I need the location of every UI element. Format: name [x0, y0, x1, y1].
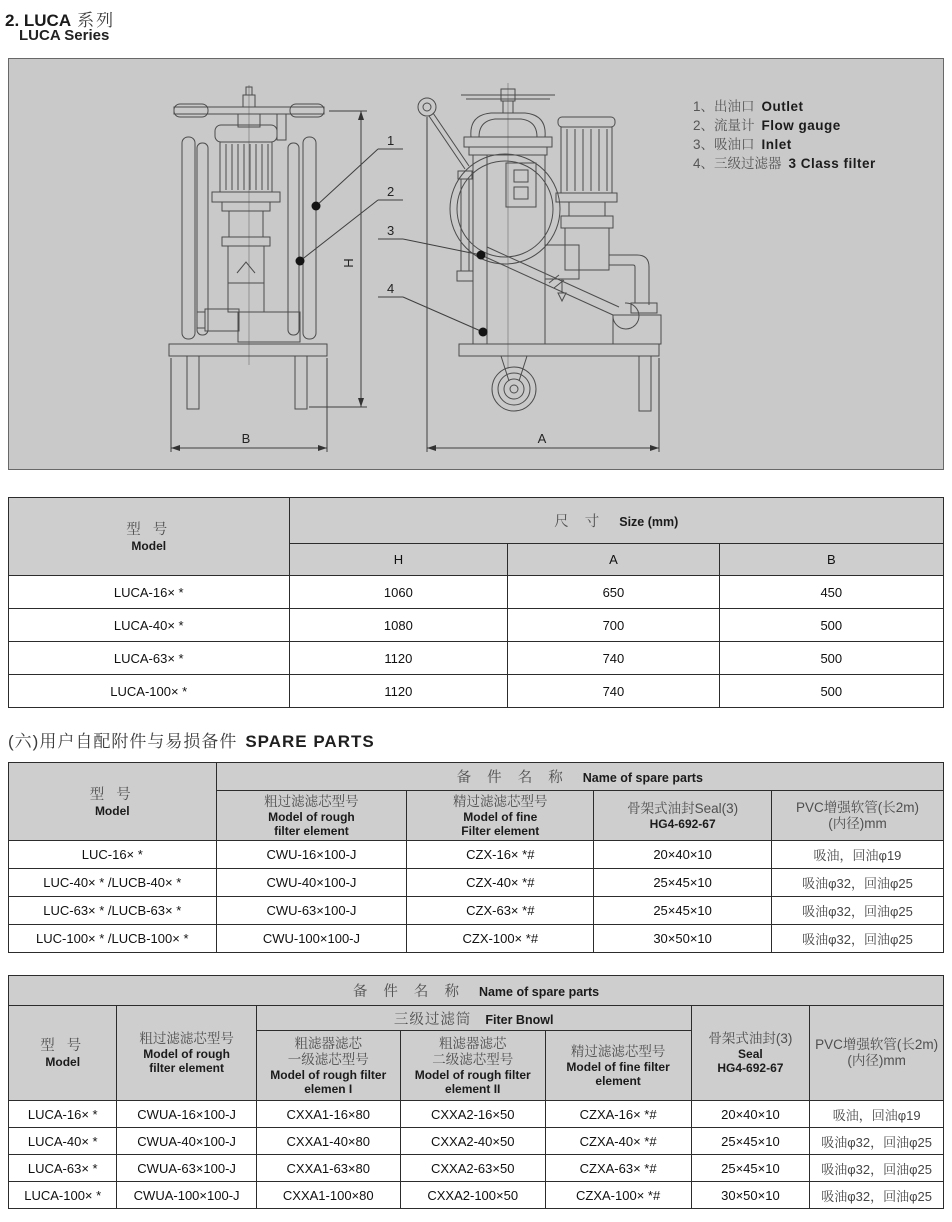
spare2-element1-header: 粗滤器滤芯 一级滤芯型号 Model of rough filter elemen I [256, 1031, 400, 1101]
spare1-model-header: 型 号 Model [9, 763, 217, 841]
page-title-zh: 系列 [77, 11, 116, 30]
table-cell: 吸油φ32，回油φ25 [810, 1155, 944, 1182]
table-cell: CZXA-16× *# [545, 1101, 691, 1128]
spare-parts-heading: (六)用户自配附件与易损备件 SPARE PARTS [8, 732, 375, 751]
table-cell: 1120 [289, 675, 508, 708]
table-cell: CXXA2-100×50 [400, 1182, 545, 1209]
page-title-number: 2. LUCA [5, 11, 72, 30]
table-row [9, 925, 944, 953]
table-cell: LUC-63× * /LUCB-63× * [9, 897, 217, 925]
table-cell: 1120 [289, 642, 508, 675]
spare2-element2-header: 粗滤器滤芯 二级滤芯型号 Model of rough filter element II [400, 1031, 545, 1101]
legend-item-3-class-filter: 4、三级过滤器 3 Class filter [693, 156, 876, 171]
table-cell: 500 [719, 609, 943, 642]
figure-legend [693, 97, 876, 173]
spare1-rough-header: 粗过滤滤芯型号 Model of rough filter element [216, 791, 407, 841]
table-cell: LUCA-63× * [9, 642, 290, 675]
size-table [8, 497, 944, 708]
size-table-col-a: A [508, 544, 719, 576]
table-cell: 30×50×10 [594, 925, 772, 953]
spare-table-luca [8, 975, 944, 1209]
table-cell: 25×45×10 [594, 869, 772, 897]
table-cell: 450 [719, 576, 943, 609]
table-cell: 20×40×10 [691, 1101, 810, 1128]
table-cell: 吸油φ32，回油φ25 [771, 925, 943, 953]
table-cell: 吸油，回油φ19 [771, 841, 943, 869]
table-row [9, 897, 944, 925]
technical-drawing-panel [8, 58, 944, 470]
table-cell: CXXA1-16×80 [256, 1101, 400, 1128]
page-subtitle: LUCA Series [19, 27, 110, 44]
table-row [9, 1101, 944, 1128]
table-cell: 25×45×10 [594, 897, 772, 925]
spare-table-luc [8, 762, 944, 953]
table-cell: CZXA-40× *# [545, 1128, 691, 1155]
table-cell: LUC-100× * /LUCB-100× * [9, 925, 217, 953]
table-cell: 吸油φ32，回油φ25 [771, 869, 943, 897]
table-cell: 740 [508, 675, 719, 708]
legend-item-inlet: 3、吸油口 Inlet [693, 137, 792, 152]
side-view-drawing [418, 83, 661, 411]
table-cell: LUCA-100× * [9, 1182, 117, 1209]
table-cell: 500 [719, 642, 943, 675]
table-cell: CZXA-100× *# [545, 1182, 691, 1209]
table-cell: 30×50×10 [691, 1182, 810, 1209]
svg-text:3: 3 [387, 223, 395, 238]
table-cell: CZX-100× *# [407, 925, 594, 953]
table-row [9, 1155, 944, 1182]
table-row [9, 869, 944, 897]
table-row [9, 576, 944, 609]
table-cell: CZXA-63× *# [545, 1155, 691, 1182]
spare1-seal-header: 骨架式油封Seal(3) HG4-692-67 [594, 791, 772, 841]
table-cell: CXXA2-40×50 [400, 1128, 545, 1155]
table-cell: CXXA2-63×50 [400, 1155, 545, 1182]
table-cell: CWU-40×100-J [216, 869, 407, 897]
table-cell: LUCA-16× * [9, 1101, 117, 1128]
table-row [9, 642, 944, 675]
table-cell: 500 [719, 675, 943, 708]
table-cell: CXXA2-16×50 [400, 1101, 545, 1128]
svg-text:2: 2 [387, 184, 395, 199]
spare2-group-header: 备 件 名 称 Name of spare parts [9, 976, 944, 1006]
table-cell: LUCA-63× * [9, 1155, 117, 1182]
table-cell: CZX-16× *# [407, 841, 594, 869]
table-cell: 1060 [289, 576, 508, 609]
table-cell: 20×40×10 [594, 841, 772, 869]
table-cell: 740 [508, 642, 719, 675]
table-row [9, 1182, 944, 1209]
table-cell: CXXA1-100×80 [256, 1182, 400, 1209]
table-cell: 25×45×10 [691, 1155, 810, 1182]
table-cell: 1080 [289, 609, 508, 642]
table-cell: 吸油，回油φ19 [810, 1101, 944, 1128]
legend-item-outlet: 1、出油口 Outlet [693, 99, 804, 114]
spare1-group-header: 备 件 名 称 Name of spare parts [216, 763, 943, 791]
table-cell: LUCA-100× * [9, 675, 290, 708]
table-cell: 700 [508, 609, 719, 642]
table-cell: LUCA-16× * [9, 576, 290, 609]
spare2-fine-header: 精过滤滤芯型号 Model of fine filter element [545, 1031, 691, 1101]
size-table-col-b: B [719, 544, 943, 576]
table-cell: CWUA-100×100-J [117, 1182, 256, 1209]
table-cell: CWUA-40×100-J [117, 1128, 256, 1155]
table-cell: CZX-40× *# [407, 869, 594, 897]
table-cell: CXXA1-40×80 [256, 1128, 400, 1155]
table-cell: LUC-16× * [9, 841, 217, 869]
spare2-seal-header: 骨架式油封(3) Seal HG4-692-67 [691, 1006, 810, 1101]
table-cell: CWUA-63×100-J [117, 1155, 256, 1182]
table-cell: 吸油φ32，回油φ25 [810, 1182, 944, 1209]
spare1-fine-header: 精过滤滤芯型号 Model of fine Filter element [407, 791, 594, 841]
spare2-pvc-header: PVC增强软管(长2m) (内径)mm [810, 1006, 944, 1101]
table-cell: 25×45×10 [691, 1128, 810, 1155]
table-cell: CWUA-16×100-J [117, 1101, 256, 1128]
table-cell: 吸油φ32，回油φ25 [771, 897, 943, 925]
spare2-model-header: 型 号 Model [9, 1006, 117, 1101]
spare2-rough-header: 粗过滤滤芯型号 Model of rough filter element [117, 1006, 256, 1101]
table-cell: CWU-100×100-J [216, 925, 407, 953]
table-row [9, 675, 944, 708]
dim-label-h: H [341, 258, 356, 268]
table-cell: LUCA-40× * [9, 1128, 117, 1155]
table-cell: 吸油φ32，回油φ25 [810, 1128, 944, 1155]
table-cell: 650 [508, 576, 719, 609]
table-row [9, 841, 944, 869]
dimension-a [427, 117, 659, 452]
table-cell: LUCA-40× * [9, 609, 290, 642]
dim-label-a: A [537, 431, 547, 446]
table-row [9, 609, 944, 642]
svg-text:1: 1 [387, 133, 395, 148]
spare2-bowl-header: 三级过滤筒 Fiter Bnowl [256, 1006, 691, 1031]
table-cell: CXXA1-63×80 [256, 1155, 400, 1182]
legend-item-flow-gauge: 2、流量计 Flow gauge [693, 118, 841, 133]
dimension-h [309, 111, 367, 407]
dimension-b [171, 358, 327, 452]
dim-label-b: B [241, 431, 251, 446]
svg-text:4: 4 [387, 281, 395, 296]
callout-4 [378, 281, 488, 337]
size-table-model-header: 型 号 Model [9, 498, 290, 576]
front-view-drawing [169, 85, 327, 409]
size-table-size-header: 尺 寸 Size (mm) [289, 498, 944, 544]
table-cell: CZX-63× *# [407, 897, 594, 925]
table-cell: LUC-40× * /LUCB-40× * [9, 869, 217, 897]
table-cell: CWU-16×100-J [216, 841, 407, 869]
size-table-col-h: H [289, 544, 508, 576]
table-row [9, 1128, 944, 1155]
table-cell: CWU-63×100-J [216, 897, 407, 925]
spare1-pvc-header: PVC增强软管(长2m) (内径)mm [771, 791, 943, 841]
